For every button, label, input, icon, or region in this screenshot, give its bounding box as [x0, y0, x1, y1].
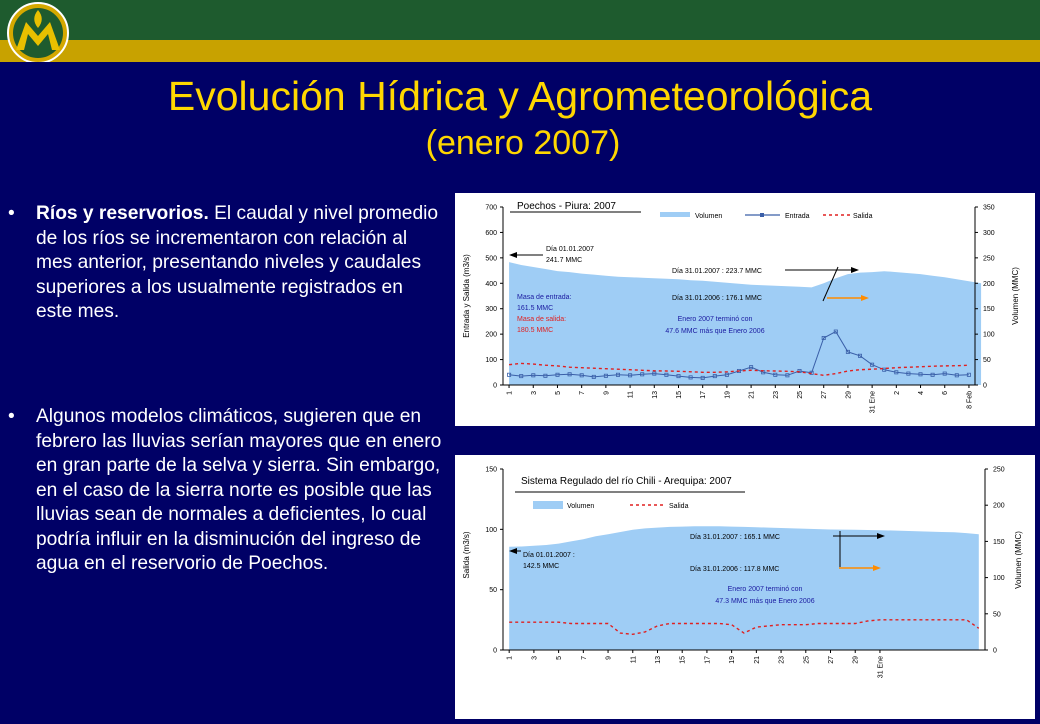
- x-tick-label: 15: [679, 656, 687, 664]
- y-left-tick-label: 100: [485, 357, 497, 365]
- y-left-tick-label: 600: [485, 229, 497, 237]
- x-tick-label: 8 Feb: [966, 391, 974, 409]
- x-tick-label: 13: [654, 656, 662, 664]
- annotation-dia31-2007: Día 31.01.2007 : 165.1 MMC: [690, 534, 780, 541]
- annotation-day1-value: 142.5 MMC: [523, 563, 560, 570]
- x-tick-label: 19: [729, 656, 737, 664]
- x-tick-label: 1: [506, 656, 514, 660]
- y-axis-right-label: Volumen (MMC): [1014, 531, 1023, 589]
- y-right-tick-label: 0: [983, 382, 987, 390]
- y-left-tick-label: 100: [485, 526, 497, 534]
- y-left-tick-label: 500: [485, 255, 497, 263]
- y-right-tick-label: 250: [983, 255, 995, 263]
- x-tick-label: 3: [531, 656, 539, 660]
- slide-title: Evolución Hídrica y Agrometeorológica: [167, 73, 873, 119]
- y-right-tick-label: 200: [983, 280, 995, 288]
- x-tick-label: 7: [579, 391, 587, 395]
- x-tick-label: 25: [803, 656, 811, 664]
- x-tick-label: 9: [605, 656, 613, 660]
- y-left-tick-label: 150: [485, 466, 497, 474]
- annotation-summary: Enero 2007 terminó con: [727, 586, 803, 593]
- y-left-tick-label: 200: [485, 331, 497, 339]
- x-tick-label: 29: [852, 656, 860, 664]
- x-tick-label: 27: [821, 391, 829, 399]
- x-tick-label: 31 Ene: [877, 656, 885, 679]
- y-axis-left-label: Salida (m3/s): [462, 531, 471, 579]
- y-right-tick-label: 200: [993, 502, 1005, 510]
- bullet-marker: •: [8, 406, 15, 427]
- annotation-summary-value: 47.6 MMC más que Enero 2006: [665, 328, 765, 335]
- x-tick-label: 9: [603, 391, 611, 395]
- annotation-dia31-2007: Día 31.01.2007 : 223.7 MMC: [672, 268, 762, 275]
- y-right-tick-label: 100: [983, 331, 995, 339]
- bullet-text: El caudal y nivel promedio de los ríos se incrementaron con relación al mes anterior, presentando niveles y caudales superiores a los usualmente registrados en este mes.: [36, 203, 439, 322]
- x-tick-label: 11: [627, 391, 635, 399]
- slide-subtitle: (enero 2007): [425, 124, 621, 162]
- x-tick-label: 17: [704, 656, 712, 664]
- x-tick-label: 29: [845, 391, 853, 399]
- annotation-mass-in-value: 161.5 MMC: [517, 305, 554, 312]
- header-accent-band: [0, 40, 1040, 62]
- annotation-summary-value: 47.3 MMC más que Enero 2006: [715, 598, 815, 605]
- x-tick-label: 7: [580, 656, 588, 660]
- x-tick-label: 5: [554, 391, 562, 395]
- chili-chart-panel: [455, 455, 1035, 719]
- y-left-tick-label: 0: [493, 382, 497, 390]
- annotation-dia31-2006: Día 31.01.2006 : 176.1 MMC: [672, 295, 762, 302]
- chart-title: Sistema Regulado del río Chili - Arequipa: 2007: [521, 476, 732, 487]
- legend-line2-label: Salida: [669, 503, 689, 510]
- x-tick-label: 13: [651, 391, 659, 399]
- x-tick-label: 25: [797, 391, 805, 399]
- y-left-tick-label: 400: [485, 280, 497, 288]
- bullet-text: Algunos modelos climáticos, sugieren que en febrero las lluvias serían mayores que en enero en gran parte de la selva y sierra. Sin embargo, en el caso de la sierra norte es posible que las lluvias sean de normales a deficientes, lo cual podría influir en la disminución del ingreso de agua en el reservorio de Poechos.: [36, 406, 442, 574]
- x-tick-label: 23: [778, 656, 786, 664]
- x-tick-label: 23: [772, 391, 780, 399]
- x-tick-label: 17: [700, 391, 708, 399]
- y-left-tick-label: 700: [485, 204, 497, 212]
- header-band: [0, 0, 1040, 40]
- annotation-day1: Día 01.01.2007: [546, 246, 594, 253]
- poechos-chart-panel: [455, 193, 1035, 426]
- y-right-tick-label: 300: [983, 229, 995, 237]
- annotation-day1-value: 241.7 MMC: [546, 257, 583, 264]
- legend-line1-marker: [760, 213, 764, 217]
- x-tick-label: 21: [748, 391, 756, 399]
- x-tick-label: 2: [893, 391, 901, 395]
- annotation-summary: Enero 2007 terminó con: [677, 316, 753, 323]
- y-right-tick-label: 150: [983, 306, 995, 314]
- x-tick-label: 6: [942, 391, 950, 395]
- y-axis-left-label: Entrada y Salida (m3/s): [462, 254, 471, 338]
- poechos-chart: [455, 193, 1035, 426]
- y-right-tick-label: 350: [983, 204, 995, 212]
- annotation-day1: Día 01.01.2007 :: [523, 552, 575, 559]
- legend-area-swatch: [533, 501, 563, 509]
- annotation-mass-in: Masa de entrada:: [517, 294, 572, 301]
- legend-line2-label: Salida: [853, 213, 873, 220]
- y-right-tick-label: 100: [993, 575, 1005, 583]
- y-right-tick-label: 150: [993, 538, 1005, 546]
- y-right-tick-label: 50: [983, 357, 991, 365]
- y-right-tick-label: 0: [993, 647, 997, 655]
- legend-area-swatch: [660, 212, 690, 217]
- x-tick-label: 27: [828, 656, 836, 664]
- annotation-mass-out: Masa de salida:: [517, 316, 567, 323]
- y-left-tick-label: 300: [485, 306, 497, 314]
- bullet-heading: Ríos y reservorios.: [36, 203, 209, 224]
- x-tick-label: 4: [918, 391, 926, 395]
- x-tick-label: 3: [530, 391, 538, 395]
- x-tick-label: 5: [556, 656, 564, 660]
- chart-title: Poechos - Piura: 2007: [517, 201, 616, 212]
- y-right-tick-label: 250: [993, 466, 1005, 474]
- y-left-tick-label: 0: [493, 647, 497, 655]
- x-tick-label: 1: [506, 391, 514, 395]
- x-tick-label: 11: [630, 656, 638, 664]
- y-right-tick-label: 50: [993, 611, 1001, 619]
- y-axis-right-label: Volumen (MMC): [1011, 267, 1020, 325]
- annotation-dia31-2006: Día 31.01.2006 : 117.8 MMC: [690, 566, 780, 573]
- legend-line1-label: Entrada: [785, 213, 810, 220]
- bullet-marker: •: [8, 203, 15, 224]
- annotation-mass-out-value: 180.5 MMC: [517, 327, 554, 334]
- chili-chart: [455, 455, 1035, 719]
- x-tick-label: 19: [724, 391, 732, 399]
- x-tick-label: 21: [753, 656, 761, 664]
- x-tick-label: 31 Ene: [869, 391, 877, 414]
- legend-area-label: Volumen: [695, 213, 723, 220]
- x-tick-label: 15: [675, 391, 683, 399]
- y-left-tick-label: 50: [489, 587, 497, 595]
- organization-logo: [0, 0, 80, 62]
- legend-area-label: Volumen: [567, 503, 595, 510]
